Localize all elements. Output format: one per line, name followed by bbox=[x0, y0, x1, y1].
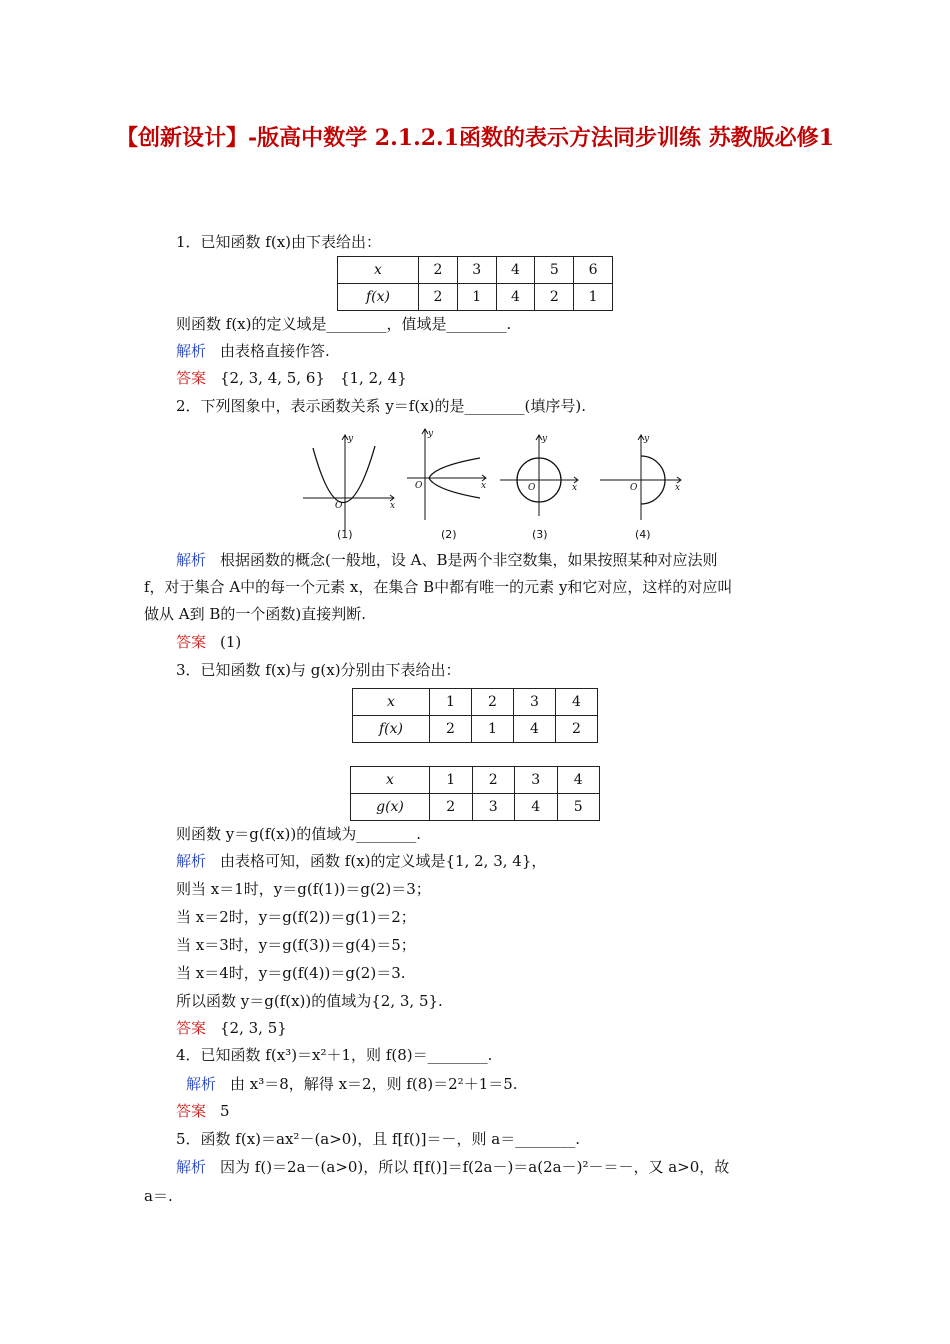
y-axis-label: y bbox=[348, 434, 354, 444]
origin-label: O bbox=[528, 483, 536, 493]
q1-answer bbox=[176, 368, 407, 388]
x-axis-label: x bbox=[390, 501, 396, 511]
q3-table-g bbox=[350, 766, 600, 821]
table-cell: 1 bbox=[574, 284, 613, 311]
table-cell: 1 bbox=[472, 716, 514, 743]
answer-text: 5 bbox=[220, 1102, 230, 1120]
q2-analysis-1 bbox=[176, 550, 718, 570]
y-axis-label: y bbox=[644, 434, 650, 444]
figure-4-semicircle bbox=[600, 434, 681, 541]
q5-analysis-1 bbox=[176, 1157, 729, 1177]
answer-text: (1) bbox=[220, 633, 242, 651]
table-cell: 2 bbox=[430, 716, 472, 743]
q3-table-f bbox=[352, 688, 598, 743]
q1-analysis bbox=[176, 341, 330, 361]
table-cell: 5 bbox=[557, 794, 600, 821]
answer-text: {2, 3, 5} bbox=[220, 1019, 287, 1037]
analysis-text: 由 x³＝8，解得 x＝2，则 f(8)＝2²＋1＝5. bbox=[230, 1075, 518, 1093]
answer-text: {2, 3, 4, 5, 6} {1, 2, 4} bbox=[220, 369, 407, 387]
table-cell: 2 bbox=[430, 794, 473, 821]
table-cell: 2 bbox=[472, 767, 515, 794]
table-cell: 4 bbox=[557, 767, 600, 794]
analysis-text: 因为 f()＝2a－(a>0)，所以 f[f()]＝f(2a－)＝a(2a－)²－＝－，又 a>0，故 bbox=[220, 1158, 730, 1176]
q4-stem: 4．已知函数 f(x³)＝x²＋1，则 f(8)＝________. bbox=[176, 1046, 493, 1064]
q3-analysis-4: 当 x＝3时，y＝g(f(3))＝g(4)＝5； bbox=[176, 936, 416, 954]
analysis-label: 解析 bbox=[176, 1158, 207, 1176]
table-cell: x bbox=[351, 767, 430, 794]
x-axis-label: x bbox=[572, 483, 578, 493]
q5-analysis-2: a＝. bbox=[144, 1187, 173, 1205]
table-cell: 2 bbox=[419, 284, 458, 311]
x-axis-label: x bbox=[675, 483, 681, 493]
table-cell: 2 bbox=[535, 284, 574, 311]
q1-stem: 1．已知函数 f(x)由下表给出： bbox=[176, 233, 382, 251]
q3-analysis-3: 当 x＝2时，y＝g(f(2))＝g(1)＝2； bbox=[176, 908, 416, 926]
table-cell: 6 bbox=[574, 257, 613, 284]
table-row bbox=[353, 716, 598, 743]
table-cell: 2 bbox=[472, 689, 514, 716]
q4-answer bbox=[176, 1101, 230, 1121]
table-cell: 4 bbox=[496, 284, 535, 311]
table-row bbox=[353, 689, 598, 716]
answer-label: 答案 bbox=[176, 1019, 207, 1037]
q3-analysis-2: 则当 x＝1时，y＝g(f(1))＝g(2)＝3； bbox=[176, 880, 431, 898]
q2-answer bbox=[176, 632, 241, 652]
figure-3-circle bbox=[500, 434, 578, 541]
y-axis-label: y bbox=[542, 434, 548, 444]
q2-figures bbox=[295, 428, 695, 544]
answer-label: 答案 bbox=[176, 369, 207, 387]
q3-question: 则函数 y＝g(f(x))的值域为________. bbox=[176, 825, 422, 843]
table-cell: f(x) bbox=[338, 284, 419, 311]
q4-analysis bbox=[186, 1074, 518, 1094]
analysis-label: 解析 bbox=[176, 342, 207, 360]
table-cell: 2 bbox=[419, 257, 458, 284]
table-cell: 4 bbox=[514, 716, 556, 743]
figure-2-sideways-parabola bbox=[407, 429, 486, 541]
table-cell: 3 bbox=[457, 257, 496, 284]
table-cell: 1 bbox=[457, 284, 496, 311]
figure-caption: (1) bbox=[337, 528, 353, 541]
q2-analysis-2: f，对于集合 A中的每一个元素 x，在集合 B中都有唯一的元素 y和它对应，这样的对应叫 bbox=[144, 578, 733, 596]
q3-analysis-5: 当 x＝4时，y＝g(f(4))＝g(2)＝3. bbox=[176, 964, 406, 982]
table-cell: 4 bbox=[556, 689, 598, 716]
table-row bbox=[338, 257, 613, 284]
table-cell: 3 bbox=[514, 689, 556, 716]
table-cell: g(x) bbox=[351, 794, 430, 821]
answer-label: 答案 bbox=[176, 1102, 207, 1120]
analysis-text: 根据函数的概念(一般地，设 A、B是两个非空数集，如果按照某种对应法则 bbox=[220, 551, 718, 569]
table-row bbox=[351, 767, 600, 794]
q2-analysis-3: 做从 A到 B的一个函数)直接判断. bbox=[144, 605, 367, 623]
table-row bbox=[351, 794, 600, 821]
analysis-text: 由表格直接作答. bbox=[220, 342, 330, 360]
y-axis-label: y bbox=[428, 429, 434, 439]
table-cell: 2 bbox=[556, 716, 598, 743]
q3-stem: 3．已知函数 f(x)与 g(x)分别由下表给出： bbox=[176, 661, 461, 679]
page-title: 【创新设计】-版高中数学 2.1.2.1函数的表示方法同步训练 苏教版必修1 bbox=[116, 125, 834, 151]
analysis-label: 解析 bbox=[176, 551, 207, 569]
table-cell: x bbox=[338, 257, 419, 284]
table-row bbox=[338, 284, 613, 311]
table-cell: 1 bbox=[430, 689, 472, 716]
q5-stem: 5．函数 f(x)＝ax²－(a>0)，且 f[f()]＝－，则 a＝________. bbox=[176, 1130, 580, 1148]
q3-analysis-6: 所以函数 y＝g(f(x))的值域为{2, 3, 5}. bbox=[176, 992, 443, 1010]
table-cell: x bbox=[353, 689, 430, 716]
q2-stem: 2．下列图象中，表示函数关系 y＝f(x)的是________(填序号). bbox=[176, 397, 586, 415]
origin-label: O bbox=[630, 483, 638, 493]
analysis-text: 由表格可知，函数 f(x)的定义域是{1, 2, 3, 4}， bbox=[220, 852, 547, 870]
table-cell: 5 bbox=[535, 257, 574, 284]
table-cell: 3 bbox=[515, 767, 558, 794]
q1-question: 则函数 f(x)的定义域是________，值域是________. bbox=[176, 315, 512, 333]
table-cell: 4 bbox=[496, 257, 535, 284]
analysis-label: 解析 bbox=[186, 1075, 217, 1093]
table-cell: 1 bbox=[430, 767, 473, 794]
origin-label: O bbox=[415, 481, 423, 491]
answer-label: 答案 bbox=[176, 633, 207, 651]
figure-1-parabola bbox=[303, 434, 395, 541]
table-cell: 3 bbox=[472, 794, 515, 821]
origin-label: O bbox=[335, 501, 343, 511]
figure-caption: (3) bbox=[532, 528, 548, 541]
q1-table bbox=[337, 256, 613, 311]
figure-caption: (4) bbox=[635, 528, 651, 541]
q3-analysis-1 bbox=[176, 851, 546, 871]
q3-answer bbox=[176, 1018, 287, 1038]
x-axis-label: x bbox=[481, 481, 487, 491]
table-cell: 4 bbox=[515, 794, 558, 821]
table-cell: f(x) bbox=[353, 716, 430, 743]
analysis-label: 解析 bbox=[176, 852, 207, 870]
figure-caption: (2) bbox=[441, 528, 457, 541]
